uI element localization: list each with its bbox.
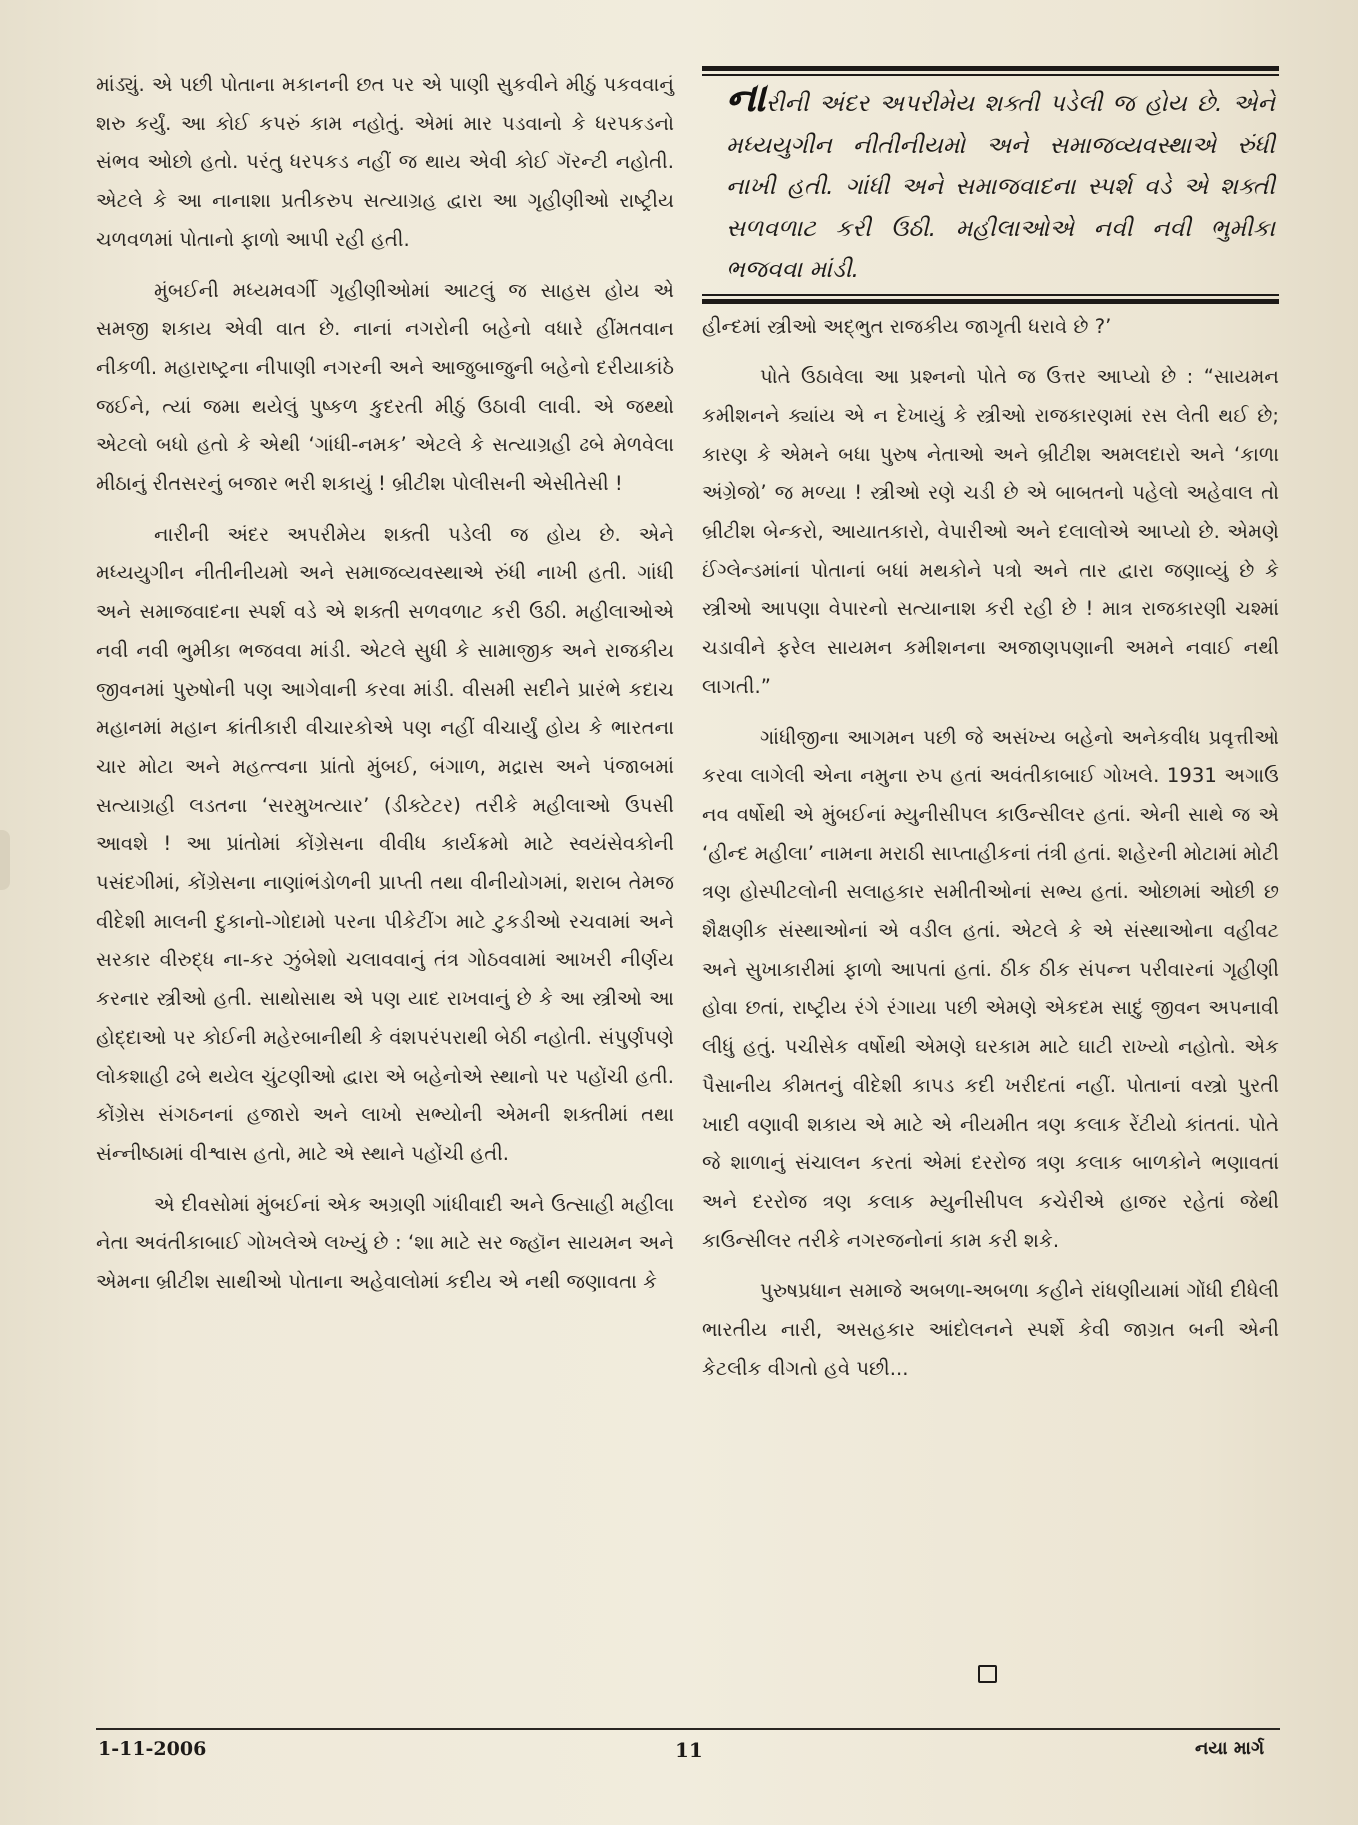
article-paragraph: પોતે ઉઠાવેલા આ પ્રશ્નનો પોતે જ ઉત્તર આપ્યો છે : “સાયમન કમીશનને ક્યાંય એ ન દેખાયું કે સ્ત્રીઓ રાજકારણમાં રસ લેતી થઈ છે; કારણ કે એમને બધા પુરુષ નેતાઓ અને બ્રીટીશ અમલદારો અને ‘કાળા અંગ્રેજો’ જ મળ્યા ! સ્ત્રીઓ રણે ચડી છે એ બાબતનો પહેલો અહેવાલ તો બ્રીટીશ બેન્કરો, આયાતકારો, વેપારીઓ અને દલાલોએ આપ્યો છે. એમણે ઈંગ્લેન્ડમાંનાં પોતાનાં બધાં મથકોને પત્રો અને તાર દ્વારા જણાવ્યું છે કે સ્ત્રીઓ આપણા વેપારનો સત્યાનાશ કરી રહી છે ! માત્ર રાજકારણી ચશ્માં ચડાવીને ફરેલ સાયમન કમીશનના અજાણપણાની અમને નવાઈ નથી લાગતી.”: [702, 365, 1279, 698]
footer-rule: [96, 1728, 1280, 1730]
left-column: [96, 66, 674, 1314]
footer-page-number: 11: [675, 1738, 703, 1762]
right-column: [702, 66, 1279, 1400]
article-paragraph: ગાંધીજીના આગમન પછી જે અસંખ્ય બહેનો અનેકવીધ પ્રવૃત્તીઓ કરવા લાગેલી એના નમુના રુપ હતાં અવંતીકાબાઈ ગોખલે. 1931 અગાઉ નવ વર્ષોથી એ મુંબઈનાં મ્યુનીસીપલ કાઉન્સીલર હતાં. એની સાથે જ એ ‘હીન્દ મહીલા’ નામના મરાઠી સાપ્તાહીકનાં તંત્રી હતાં. શહેરની મોટામાં મોટી ત્રણ હોસ્પીટલોની સલાહકાર સમીતીઓનાં સભ્ય હતાં. ઓછામાં ઓછી છ શૈક્ષણીક સંસ્થાઓનાં એ વડીલ હતાં. એટલે કે એ સંસ્થાઓના વહીવટ અને સુખાકારીમાં ફાળો આપતાં હતાં. ઠીક ઠીક સંપન્ન પરીવારનાં ગૃહીણી હોવા છતાં, રાષ્ટ્રીય રંગે રંગાયા પછી એમણે એકદમ સાદું જીવન અપનાવી લીધું હતું. પચીસેક વર્ષોથી એમણે ઘરકામ માટે ઘાટી રાખ્યો નહોતો. એક પૈસાનીય કીમતનું વીદેશી કાપડ કદી ખરીદતાં નહીં. પોતાનાં વસ્ત્રો પુરતી ખાદી વણાવી શકાય એ માટે એ નીયમીત ત્રણ કલાક રેંટીયો કાંતતાં. પોતે જે શાળાનું સંચાલન કરતાં એમાં દરરોજ ત્રણ કલાક બાળકોને ભણાવતાં અને દરરોજ ત્રણ કલાક મ્યુનીસીપલ કચેરીએ હાજર રહેતાં જેથી કાઉન્સીલર તરીકે નગરજનોનાં કામ કરી શકે.: [702, 725, 1279, 1252]
pull-quote: [702, 66, 1279, 304]
pull-quote-body: રીની અંદર અપરીમેય શક્તી પડેલી જ હોય છે. એને મધ્યયુગીન નીતીનીયમો અને સમાજવ્યવસ્થાએ રુંધી નાખી હતી. ગાંધી અને સમાજવાદના સ્પર્શ વડે એ શક્તી સળવળાટ કરી ઉઠી. મહીલાઓએ નવી નવી ભુમીકા ભજવવા માંડી.: [726, 89, 1275, 283]
pull-quote-dropcap: ના: [726, 75, 766, 121]
article-paragraph: પુરુષપ્રધાન સમાજે અબળા-અબળા કહીને રાંધણીયામાં ગોંધી દીધેલી ભારતીય નારી, અસહકાર આંદોલનને સ્પર્શે કેવી જાગ્રત બની એની કેટલીક વીગતો હવે પછી...: [702, 1279, 1279, 1380]
end-of-article-mark: [978, 1665, 997, 1683]
pull-quote-text: [702, 75, 1279, 291]
article-paragraph: મુંબઈની મધ્યમવર્ગી ગૃહીણીઓમાં આટલું જ સાહસ હોય એ સમજી શકાય એવી વાત છે. નાનાં નગરોની બહેનો વધારે હીંમતવાન નીકળી. મહારાષ્ટ્રના નીપાણી નગરની અને આજુબાજુની બહેનો દરીયાકાંઠે જઈને, ત્યાં જમા થયેલું પુષ્કળ કુદરતી મીઠું ઉઠાવી લાવી. એ જથ્થો એટલો બધો હતો કે એથી ‘ગાંધી-નમક’ એટલે કે સત્યાગ્રહી ઢબે મેળવેલા મીઠાનું રીતસરનું બજાર ભરી શકાયું ! બ્રીટીશ પોલીસની એસીતેસી !: [96, 278, 674, 496]
article-paragraph: એ દીવસોમાં મુંબઈનાં એક અગ્રણી ગાંધીવાદી અને ઉત્સાહી મહીલા નેતા અવંતીકાબાઈ ગોખલેએ લખ્યું છે : ‘શા માટે સર જ્હૉન સાયમન અને એમના બ્રીટીશ સાથીઓ પોતાના અહેવાલોમાં કદીય એ નથી જણાવતા કે: [96, 1192, 674, 1294]
article-paragraph: હીન્દમાં સ્ત્રીઓ અદ્ભુત રાજકીય જાગૃતી ધરાવે છે ?’: [702, 314, 1112, 338]
article-paragraph: માંડ્યું. એ પછી પોતાના મકાનની છત પર એ પાણી સુકવીને મીઠું પકવવાનું શરુ કર્યું. આ કોઈ કપરું કામ નહોતું. એમાં માર પડવાનો કે ધરપકડનો સંભવ ઓછો હતો. પરંતુ ધરપકડ નહીં જ થાય એવી કોઈ ગૅરન્ટી નહોતી. એટલે કે આ નાનાશા પ્રતીકરુપ સત્યાગ્રહ દ્વારા આ ગૃહીણીઓ રાષ્ટ્રીય ચળવળમાં પોતાનો ફાળો આપી રહી હતી.: [96, 73, 674, 251]
page-fold-edge: [0, 830, 10, 890]
footer-date: 1-11-2006: [98, 1738, 207, 1760]
footer-magazine-name: નયા માર્ગ: [1195, 1738, 1265, 1759]
article-paragraph: નારીની અંદર અપરીમેય શક્તી પડેલી જ હોય છે. એને મધ્યયુગીન નીતીનીયમો અને સમાજવ્યવસ્થાએ રુંધી નાખી હતી. ગાંધી અને સમાજવાદના સ્પર્શ વડે એ શક્તી સળવળાટ કરી ઉઠી. મહીલાઓએ નવી નવી ભુમીકા ભજવવા માંડી. એટલે સુધી કે સામાજીક અને રાજકીય જીવનમાં પુરુષોની પણ આગેવાની કરવા માંડી. વીસમી સદીને પ્રારંભે કદાચ મહાનમાં મહાન ક્રાંતીકારી વીચારકોએ પણ નહીં વીચાર્યું હોય કે ભારતના ચાર મોટા અને મહત્ત્વના પ્રાંતો મુંબઈ, બંગાળ, મદ્રાસ અને પંજાબમાં સત્યાગ્રહી લડતના ‘સરમુખત્યાર’ (ડીક્ટેટર) તરીકે મહીલાઓ ઉપસી આવશે ! આ પ્રાંતોમાં કોંગ્રેસના વીવીધ કાર્યક્રમો માટે સ્વયંસેવકોની પસંદગીમાં, કોંગ્રેસના નાણાંભંડોળની પ્રાપ્તી તથા વીનીયોગમાં, શરાબ તેમજ વીદેશી માલની દુકાનો-ગોદામો પરના પીકેટીંગ માટે ટુકડીઓ રચવામાં અને સરકાર વીરુદ્ધ ના-કર ઝુંબેશો ચલાવવાનું તંત્ર ગોઠવવામાં આખરી નીર્ણય કરનાર સ્ત્રીઓ હતી. સાથોસાથ એ પણ યાદ રાખવાનું છે કે આ સ્ત્રીઓ આ હોદ્દાઓ પર કોઈની મહેરબાનીથી કે વંશપરંપરાથી બેઠી નહોતી. સંપુર્ણપણે લોકશાહી ઢબે થયેલ ચુંટણીઓ દ્વારા એ બહેનોએ સ્થાનો પર પહોંચી હતી. કોંગ્રેસ સંગઠનનાં હજારો અને લાખો સભ્યોની એમની શક્તીમાં તથા સંન્નીષ્ઠામાં વીશ્વાસ હતો, માટે એ સ્થાને પહોંચી હતી.: [96, 522, 674, 1165]
